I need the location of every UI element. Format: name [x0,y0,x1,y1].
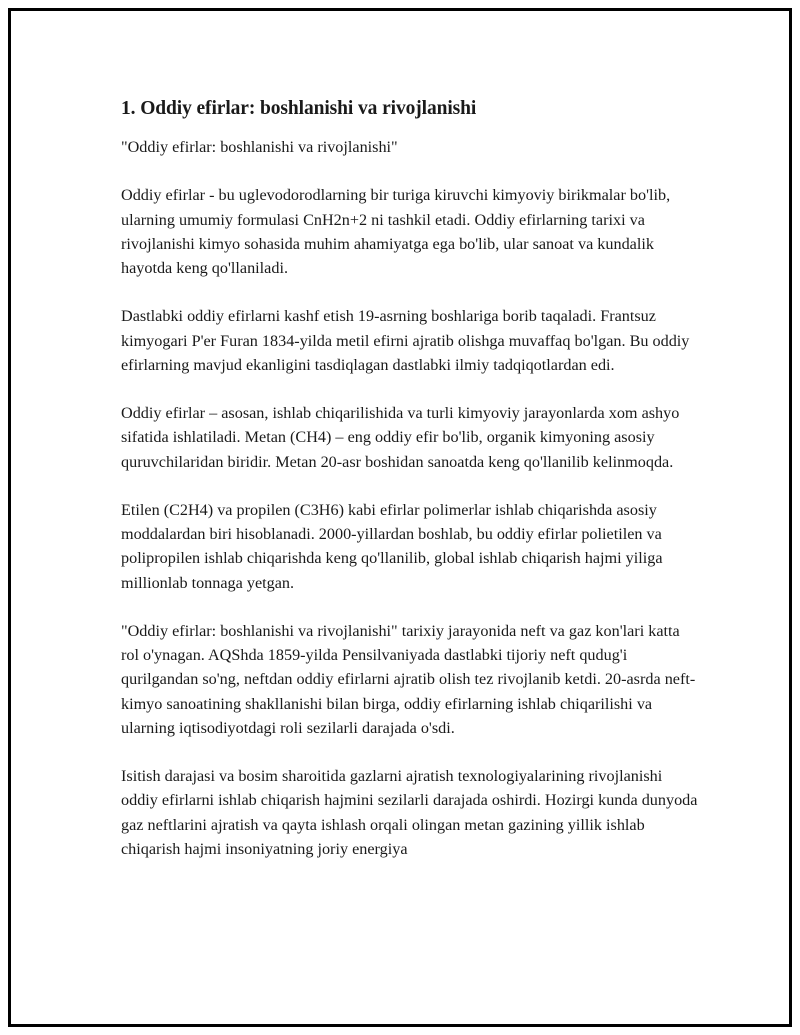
paragraph-discovery: Dastlabki oddiy efirlarni kashf etish 19-asrning boshlariga borib taqaladi. Frantsuz kimyogari P'er Furan 1834-yilda metil efirni ajratib olishga muvaffaq bo'lgan. Bu oddiy efirlarning mavjud ekanligini tasdiqlagan dastlabki ilmiy tadqiqotlardan edi. [121,307,690,374]
page-frame [8,8,792,1027]
paragraph-oil-history: "Oddiy efirlar: boshlanishi va rivojlanishi" tarixiy jarayonida neft va gaz kon'lari katta rol o'ynagan. AQShda 1859-yilda Pensilvaniyada dastlabki tijoriy neft qudug'i qurilgandan so'ng, neftdan oddiy efirlarni ajratib olish tez rivojlanib ketdi. 20-asrda neft-kimyo sanoatining shakllanishi bilan birga, oddiy efirlarning ishlab chiqarilishi va ularning iqtisodiyotdagi roli sezilarli darajada o'sdi. [121,621,696,737]
paragraph-methane: Oddiy efirlar – asosan, ishlab chiqarilishida va turli kimyoviy jarayonlarda xom ashyo sifatida ishlatiladi. Metan (CH4) – eng oddiy efir bo'lib, organik kimyoning asosiy quruvchilaridan biridir. Metan 20-asr boshidan sanoatda keng qo'llanilib kelinmoqda. [121,404,680,471]
paragraph-definition: Oddiy efirlar - bu uglevodorodlarning bir turiga kiruvchi kimyoviy birikmalar bo'lib, ularning umumiy formulasi CnH2n+2 ni tashkil etadi. Oddiy efirlarning tarixi va rivojlanishi kimyo sohasida muhim ahamiyatga ega bo'lib, ular sanoat va kundalik hayotda keng qo'llaniladi. [121,186,671,277]
paragraph-quote-title: "Oddiy efirlar: boshlanishi va rivojlanishi" [121,138,398,156]
paragraph-polymers: Etilen (C2H4) va propilen (C3H6) kabi efirlar polimerlar ishlab chiqarishda asosiy moddalardan biri hisoblanadi. 2000-yillardan boshlab, bu oddiy efirlar polietilen va polipropilen ishlab chiqarishda keng qo'llanilib, global ishlab chiqarish hajmi yiliga millionlab tonnaga yetgan. [121,500,663,592]
document-title: 1. Oddiy efirlar: boshlanishi va rivojlanishi [121,98,477,119]
document-body [121,96,701,885]
paragraph-gas-technology: Isitish darajasi va bosim sharoitida gazlarni ajratish texnologiyalarining rivojlanishi oddiy efirlarni ishlab chiqarish hajmini sezilarli darajada oshirdi. Hozirgi kunda dunyoda gaz neftlarini ajratish va qayta ishlash orqali olingan metan gazining yillik ishlab chiqarish hajmi insoniyatning joriy energiya [121,767,698,858]
